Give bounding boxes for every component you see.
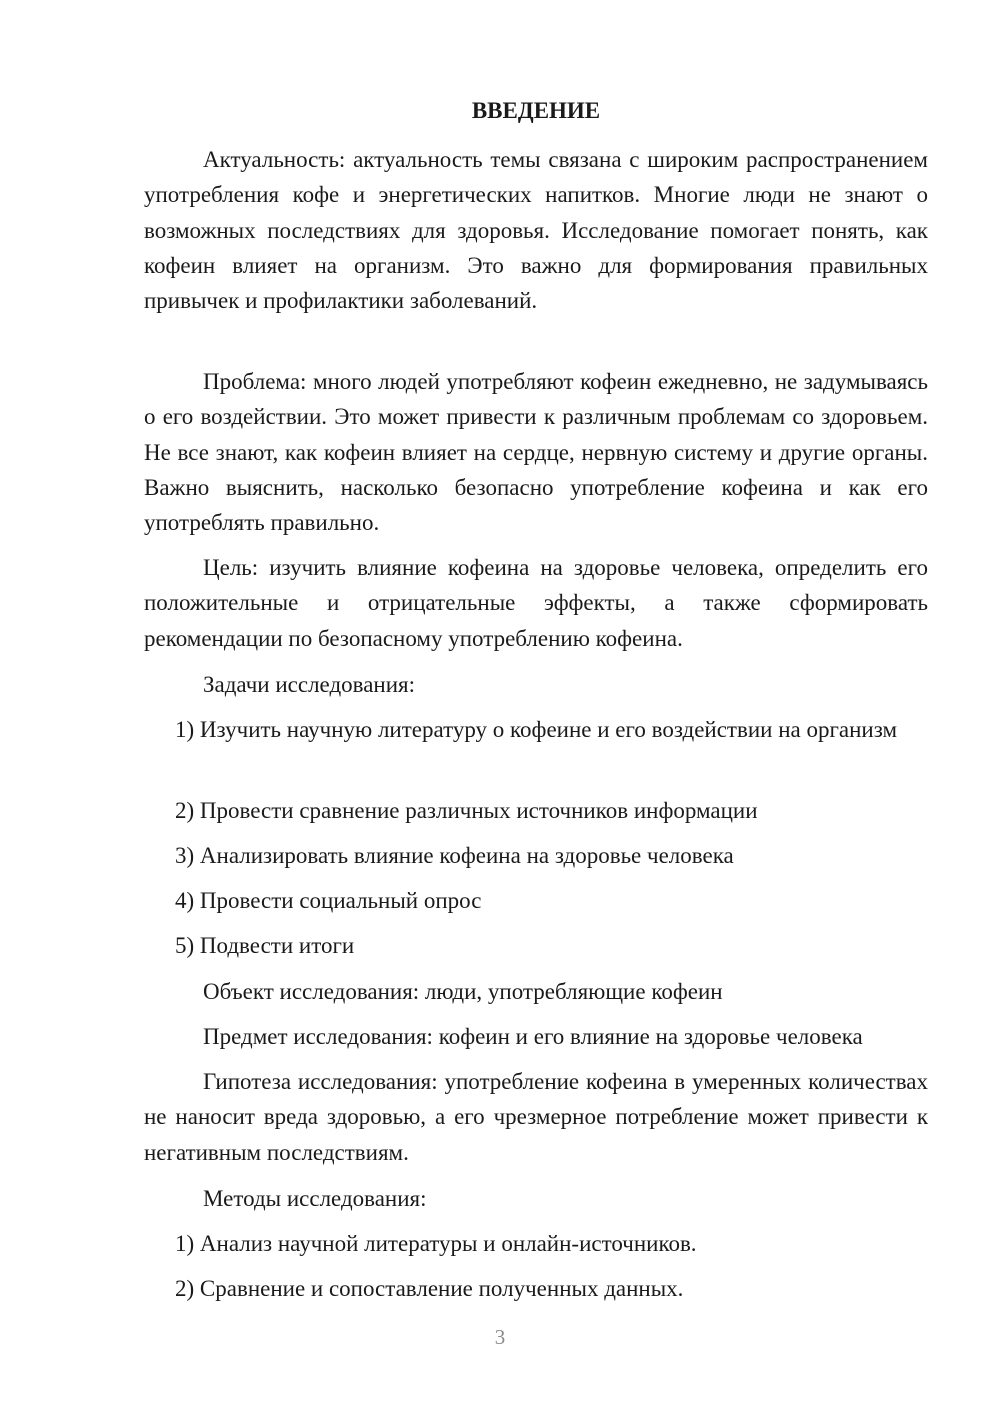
subject-line: Предмет исследования: кофеин и его влияние на здоровье человека bbox=[203, 1024, 863, 1049]
methods-heading: Методы исследования: bbox=[203, 1186, 427, 1211]
tasks-heading: Задачи исследования: bbox=[203, 672, 416, 697]
problem-paragraph: Проблема: много людей употребляют кофеин ежедневно, не задумываясь о его воздействии. Это может привести к различным проблемам со здоровьем. Не все знают, как кофеин влияет на сердце, нервную систему и другие органы. Важно выяснить, насколько безопасно употребление кофеина и как его употреблять правильно. bbox=[144, 369, 928, 536]
method-item-2: 2) Сравнение и сопоставление полученных данных. bbox=[175, 1276, 684, 1301]
hypothesis-paragraph: Гипотеза исследования: употребление кофеина в умеренных количествах не наносит вреда здоровью, а его чрезмерное потребление может привести к негативным последствиям. bbox=[144, 1069, 928, 1165]
page-number: 3 bbox=[494, 1325, 506, 1349]
object-line: Объект исследования: люди, употребляющие кофеин bbox=[203, 979, 723, 1004]
method-item-1: 1) Анализ научной литературы и онлайн-источников. bbox=[175, 1231, 697, 1256]
task-item-3: 3) Анализировать влияние кофеина на здоровье человека bbox=[175, 843, 734, 868]
task-item-5: 5) Подвести итоги bbox=[175, 933, 355, 958]
page-title: ВВЕДЕНИЕ bbox=[471, 98, 601, 123]
goal-paragraph: Цель: изучить влияние кофеина на здоровье человека, определить его положительные и отрицательные эффекты, а также сформировать рекомендации по безопасному употреблению кофеина. bbox=[144, 555, 928, 651]
task-item-4: 4) Провести социальный опрос bbox=[175, 888, 482, 913]
task-item-1: 1) Изучить научную литературу о кофеине и его воздействии на организм bbox=[175, 717, 898, 742]
task-item-2: 2) Провести сравнение различных источников информации bbox=[175, 798, 758, 823]
relevance-paragraph: Актуальность: актуальность темы связана с широким распространением употребления кофе и энергетических напитков. Многие люди не знают о возможных последствиях для здоровья. Исследование помогает понять, как кофеин влияет на организм. Это важно для формирования правильных привычек и профилактики заболеваний. bbox=[144, 147, 928, 314]
